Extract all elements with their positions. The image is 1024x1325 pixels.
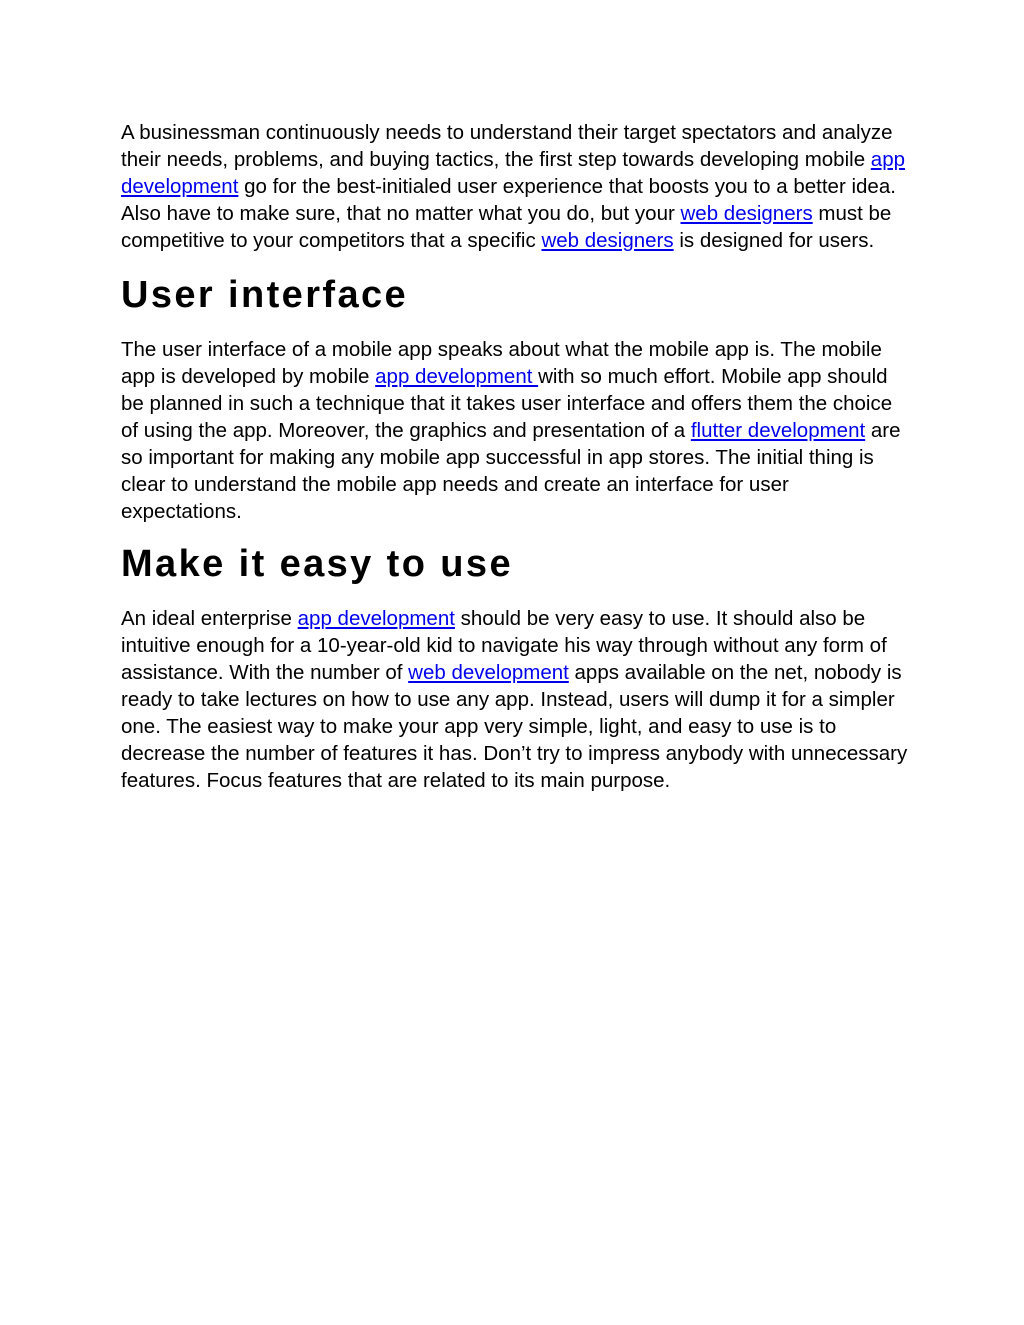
ui-text-1: The user interface of a mobile app speaks about what the mobile app is. The mobile app is developed by mobile <box>121 338 882 388</box>
web-designers-link[interactable]: web designers <box>680 202 813 225</box>
easy-to-use-paragraph <box>121 605 911 794</box>
intro-text-4: is designed for users. <box>673 229 875 252</box>
ui-text-3: are so important for making any mobile app successful in app stores. The initial thing is clear to understand the mobile app needs and create an interface for user expectations. <box>121 419 901 523</box>
intro-text-1: A businessman continuously needs to understand their target spectators and analyze their needs, problems, and buying tactics, the first step towards developing mobile <box>121 121 893 171</box>
flutter-development-link[interactable]: flutter development <box>690 419 866 442</box>
document-page <box>121 119 911 794</box>
app-development-link-3[interactable]: app development <box>297 607 455 630</box>
easy-text-2: should be very easy to use. It should also be intuitive enough for a 10-year-old kid to navigate his way through without any form of assistance. With the number of <box>121 607 887 684</box>
intro-paragraph <box>121 119 911 254</box>
easy-text-3: apps available on the net, nobody is ready to take lectures on how to use any app. Instead, users will dump it for a simpler one. The easiest way to make your app very simple, light, and easy to use is to decrease the number of features it has. Don’t try to impress anybody with unnecessary features. Focus features that are related to its main purpose. <box>121 661 908 792</box>
web-development-link[interactable]: web development <box>408 661 569 684</box>
user-interface-paragraph <box>121 336 911 525</box>
ui-text-2: with so much effort. Mobile app should be planned in such a technique that it takes user interface and offers them the choice of using the app. Moreover, the graphics and presentation of a <box>121 365 893 442</box>
app-development-link-2[interactable]: app development <box>375 365 539 388</box>
web-designers-link-2[interactable]: web designers <box>541 229 674 252</box>
intro-text-3: must be competitive to your competitors that a specific <box>121 202 892 252</box>
section-heading-easy-to-use: Make it easy to use <box>121 543 513 585</box>
intro-text-2: go for the best-initialed user experience that boosts you to a better idea. Also have to make sure, that no matter what you do, but your <box>121 175 896 225</box>
easy-text-1: An ideal enterprise <box>121 607 298 630</box>
app-development-link[interactable]: app development <box>121 148 906 198</box>
section-heading-user-interface: User interface <box>121 274 409 316</box>
